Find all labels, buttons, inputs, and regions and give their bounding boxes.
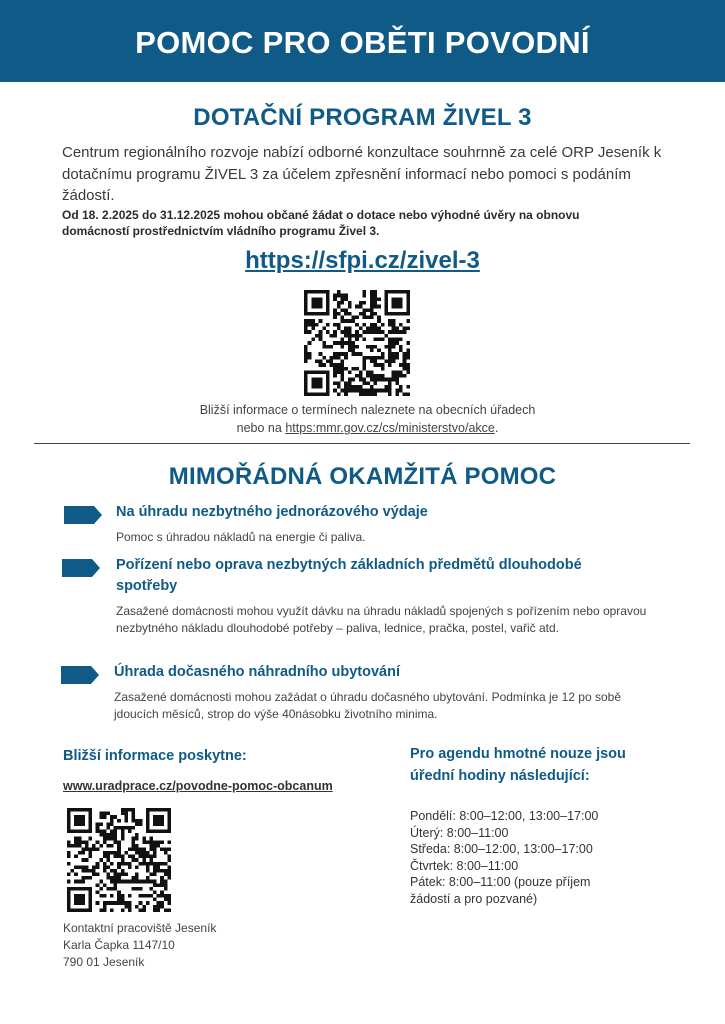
arrow-icon <box>64 506 102 524</box>
contact-line: Kontaktní pracoviště Jeseník <box>63 921 217 935</box>
arrow-icon <box>62 559 100 577</box>
hours-line: Středa: 8:00–12:00, 13:00–17:00 <box>410 842 593 856</box>
contact-address <box>63 920 216 971</box>
hours-heading-line1: Pro agendu hmotné nouze jsou <box>410 746 626 762</box>
more-info-suffix: . <box>494 421 499 435</box>
item-title-1: Na úhradu nezbytného jednorázového výdaje <box>116 504 428 520</box>
contact-line: 790 01 Jeseník <box>63 955 145 969</box>
section-divider <box>34 443 690 444</box>
qr-code-uradprace <box>67 808 171 912</box>
program-note: Od 18. 2.2025 do 31.12.2025 mohou občané žádat o dotace nebo výhodné úvěry na obnovu domácností prostřednictvím vládního programu Živel 3. <box>62 208 580 238</box>
page-title: POMOC PRO OBĚTI POVODNÍ <box>135 25 590 60</box>
more-info-line2 <box>0 419 725 437</box>
office-hours <box>410 808 620 907</box>
contact-line: Karla Čapka 1147/10 <box>63 938 175 952</box>
item-title-3: Úhrada dočasného náhradního ubytování <box>114 664 401 680</box>
item-title-2: Pořízení nebo oprava nezbytných základních předmětů dlouhodobé spotřeby <box>116 557 582 594</box>
program-intro: Centrum regionálního rozvoje nabízí odborné konzultace souhrnně za celé ORP Jeseník k dotačnímu programu ŽIVEL 3 za účelem zpřesnění informací nebo pomoci s podáním žádostí. <box>62 144 662 204</box>
mmr-link[interactable]: https:mmr.gov.cz/cs/ministerstvo/akce <box>285 421 495 435</box>
hours-heading <box>410 743 626 787</box>
item-desc-3: Zasažené domácnosti mohou zažádat o úhradu dočasného ubytování. Podmínka je 12 po sobě jdoucích měsíců, strop do výše 40násobku životního minima. <box>114 690 622 721</box>
uradprace-link[interactable]: www.uradprace.cz/povodne-pomoc-obcanum <box>63 779 333 793</box>
program-title: DOTAČNÍ PROGRAM ŽIVEL 3 <box>193 104 532 131</box>
more-info-line1: Bližší informace o termínech naleznete na obecních úřadech <box>199 403 536 417</box>
page-banner <box>0 0 725 82</box>
qr-code-zivel <box>304 290 410 396</box>
hours-line: Pátek: 8:00–11:00 (pouze příjem žádostí a pro pozvané) <box>410 875 591 906</box>
hours-line: Úterý: 8:00–11:00 <box>410 825 509 840</box>
more-info <box>0 401 725 437</box>
zivel-link[interactable]: https://sfpi.cz/zivel-3 <box>245 247 480 274</box>
item-desc-2: Zasažené domácnosti mohou využít dávku na úhradu nákladů spojených s pořízením nebo opravou nezbytného nákladu dlouhodobé potřeby – paliva, lednice, pračka, postel, vařič atd. <box>116 604 647 635</box>
immediate-title: MIMOŘÁDNÁ OKAMŽITÁ POMOC <box>168 463 557 490</box>
hours-heading-line2: úřední hodiny následující: <box>410 768 590 784</box>
hours-line: Čtvrtek: 8:00–11:00 <box>410 858 519 873</box>
item-desc-1: Pomoc s úhradou nákladů na energie či paliva. <box>116 530 366 544</box>
hours-line: Pondělí: 8:00–12:00, 13:00–17:00 <box>410 809 599 823</box>
arrow-icon <box>61 666 99 684</box>
contact-heading: Bližší informace poskytne: <box>63 748 247 764</box>
more-info-prefix: nebo na <box>236 421 286 435</box>
